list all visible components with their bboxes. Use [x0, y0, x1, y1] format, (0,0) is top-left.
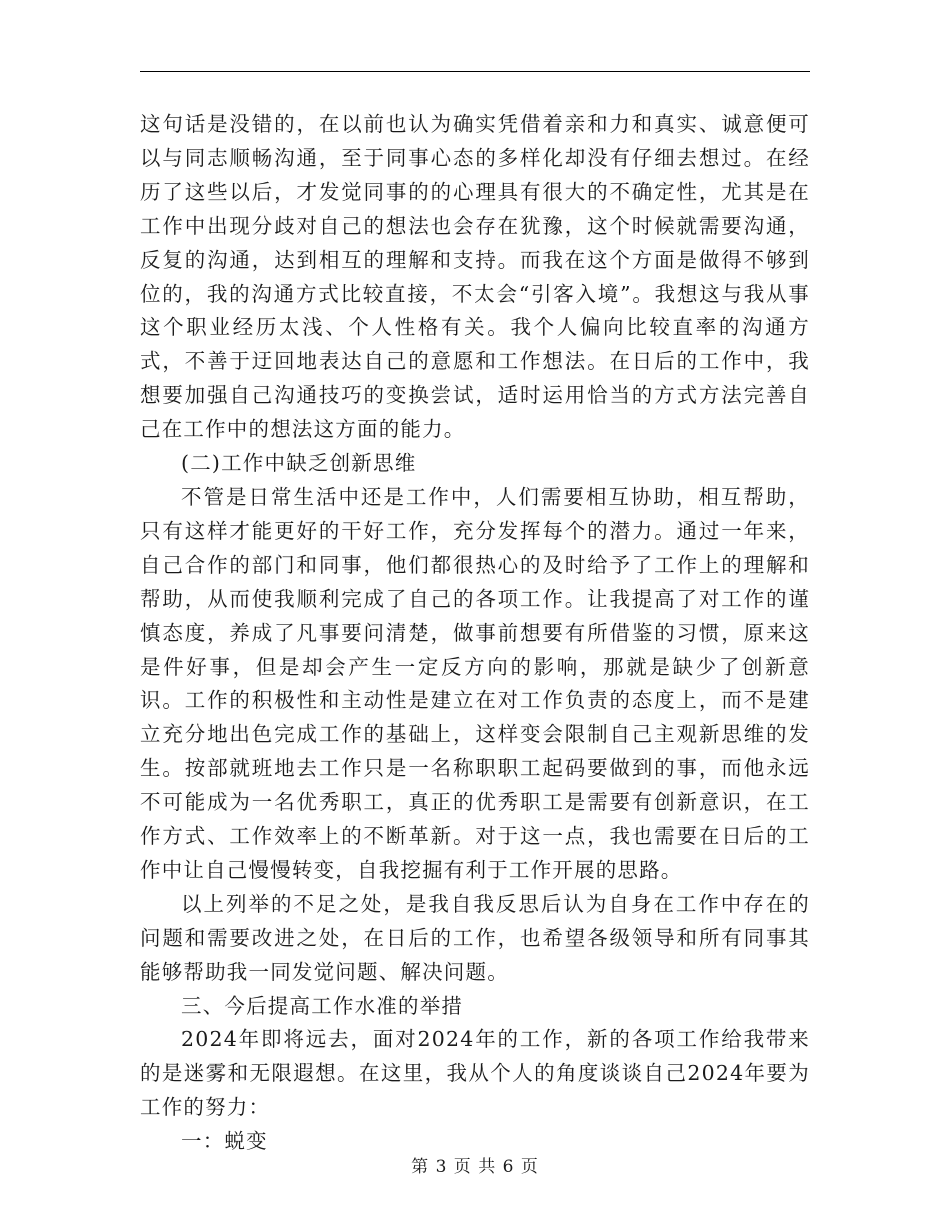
section-heading-measures: 三、今后提高工作水准的举措 [181, 993, 464, 1018]
paragraph-measures-intro: 2024年即将远去，面对2024年的工作，新的各项工作给我带来的是迷雾和无限遐想。在这里，我从个人的角度谈谈自己2024年要为工作的努力： [140, 1027, 810, 1120]
page-footer: 第 3 页 共 6 页 [411, 1157, 539, 1177]
paragraph-shortcomings-summary: 以上列举的不足之处，是我自我反思后认为自身在工作中存在的问题和需要改进之处，在日后的工作，也希望各级领导和所有同事其能够帮助我一同发觉问题、解决问题。 [140, 891, 810, 984]
document-body [140, 108, 810, 1159]
section-heading-innovation: (二)工作中缺乏创新思维 [181, 451, 417, 476]
header-rule [140, 71, 810, 72]
paragraph-communication: 这句话是没错的，在以前也认为确实凭借着亲和力和真实、诚意便可以与同志顺畅沟通，至于同事心态的多样化却没有仔细去想过。在经历了这些以后，才发觉同事的的心理具有很大的不确定性，尤其是在工作中出现分歧对自己的想法也会存在犹豫，这个时候就需要沟通，反复的沟通，达到相互的理解和支持。而我在这个方面是做得不够到位的，我的沟通方式比较直接，不太会“引客入境”。我想这与我从事这个职业经历太浅、个人性格有关。我个人偏向比较直率的沟通方式，不善于迂回地表达自己的意愿和工作想法。在日后的工作中，我想要加强自己沟通技巧的变换尝试，适时运用恰当的方式方法完善自己在工作中的想法这方面的能力。 [140, 112, 810, 442]
paragraph-innovation: 不管是日常生活中还是工作中，人们需要相互协助，相互帮助，只有这样才能更好的干好工作，充分发挥每个的潜力。通过一年来，自己合作的部门和同事，他们都很热心的及时给予了工作上的理解和帮助，从而使我顺利完成了自己的各项工作。让我提高了对工作的谨慎态度，养成了凡事要问清楚，做事前想要有所借鉴的习惯，原来这是件好事，但是却会产生一定反方向的影响，那就是缺少了创新意识。工作的积极性和主动性是建立在对工作负责的态度上，而不是建立充分地出色完成工作的基础上，这样变会限制自己主观新思维的发生。按部就班地去工作只是一名称职职工起码要做到的事，而他永远不可能成为一名优秀职工，真正的优秀职工是需要有创新意识，在工作方式、工作效率上的不断革新。对于这一点，我也需要在日后的工作中让自己慢慢转变，自我挖掘有利于工作开展的思路。 [140, 484, 810, 882]
subheading-transformation: 一：蜕变 [181, 1129, 268, 1154]
